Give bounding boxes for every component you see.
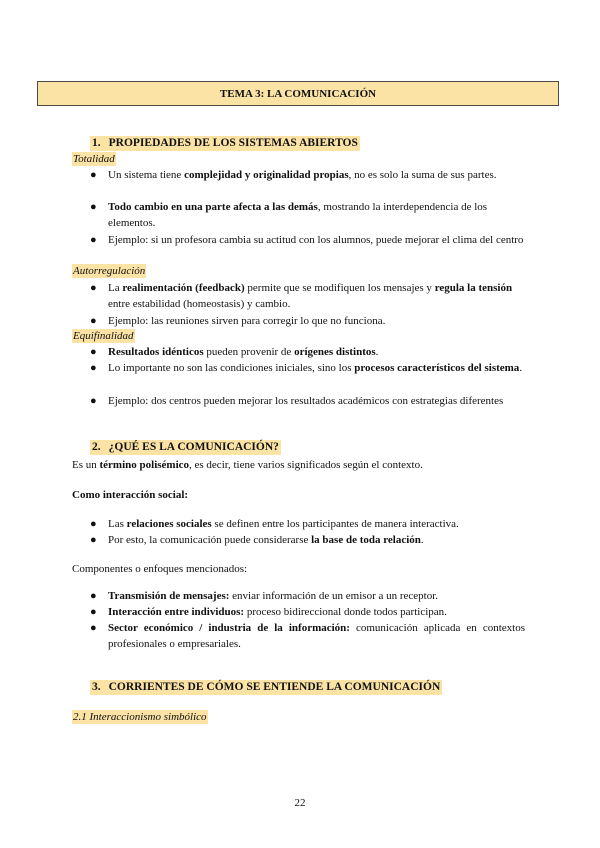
subheading-totalidad: Totalidad bbox=[73, 153, 115, 165]
social-heading: Como interacción social: bbox=[72, 489, 189, 501]
list-item: ● Ejemplo: si un profesora cambia su actitud con los alumnos, puede mejorar el clima del centro bbox=[90, 234, 524, 246]
document-title: TEMA 3: LA COMUNICACIÓN bbox=[37, 81, 559, 106]
subheading-interaccionismo: 2.1 Interaccionismo simbólico bbox=[73, 711, 207, 723]
list-item: ● Por esto, la comunicación puede considerarse la base de toda relación. bbox=[90, 534, 424, 546]
list-item: ● Ejemplo: dos centros pueden mejorar los resultados académicos con estrategias diferentes bbox=[90, 395, 504, 407]
section-heading-2: 2. ¿QUÉ ES LA COMUNICACIÓN? bbox=[92, 441, 279, 453]
list-item: ● Sector económico / industria de la información: comunicación aplicada en contextos profesionales o empresariales. bbox=[90, 622, 525, 650]
list-item: ● Las relaciones sociales se definen entre los participantes de manera interactiva. bbox=[90, 518, 459, 530]
subheading-equifinalidad: Equifinalidad bbox=[73, 330, 134, 342]
page-number: 22 bbox=[294, 797, 306, 809]
intro-paragraph: Es un término polisémico, es decir, tiene varios significados según el contexto. bbox=[72, 459, 423, 471]
list-item: ● Ejemplo: las reuniones sirven para corregir lo que no funciona. bbox=[90, 315, 386, 327]
subheading-autorregulacion: Autorregulación bbox=[73, 265, 146, 277]
list-item: ● Un sistema tiene complejidad y originalidad propias, no es solo la suma de sus partes. bbox=[90, 169, 497, 181]
list-item: ● Interacción entre individuos: proceso bidireccional donde todos participan. bbox=[90, 606, 447, 618]
list-item: ● Resultados idénticos pueden provenir de orígenes distintos. bbox=[90, 346, 379, 358]
list-item: ● Lo importante no son las condiciones iniciales, sino los procesos característicos del sistema. bbox=[90, 362, 523, 374]
section-heading-3: 3. CORRIENTES DE CÓMO SE ENTIENDE LA COMUNICACIÓN bbox=[92, 681, 441, 693]
list-item: ● La realimentación (feedback) permite que se modifiquen los mensajes y regula la tensión entre estabilidad (homeostasis) y cambio. bbox=[90, 282, 513, 310]
components-paragraph: Componentes o enfoques mencionados: bbox=[72, 563, 248, 575]
section-heading-1: 1. PROPIEDADES DE LOS SISTEMAS ABIERTOS bbox=[92, 137, 358, 149]
list-item: ● Transmisión de mensajes: enviar información de un emisor a un receptor. bbox=[90, 590, 439, 602]
list-item: ● Todo cambio en una parte afecta a las demás, mostrando la interdependencia de los elementos. bbox=[90, 201, 488, 229]
